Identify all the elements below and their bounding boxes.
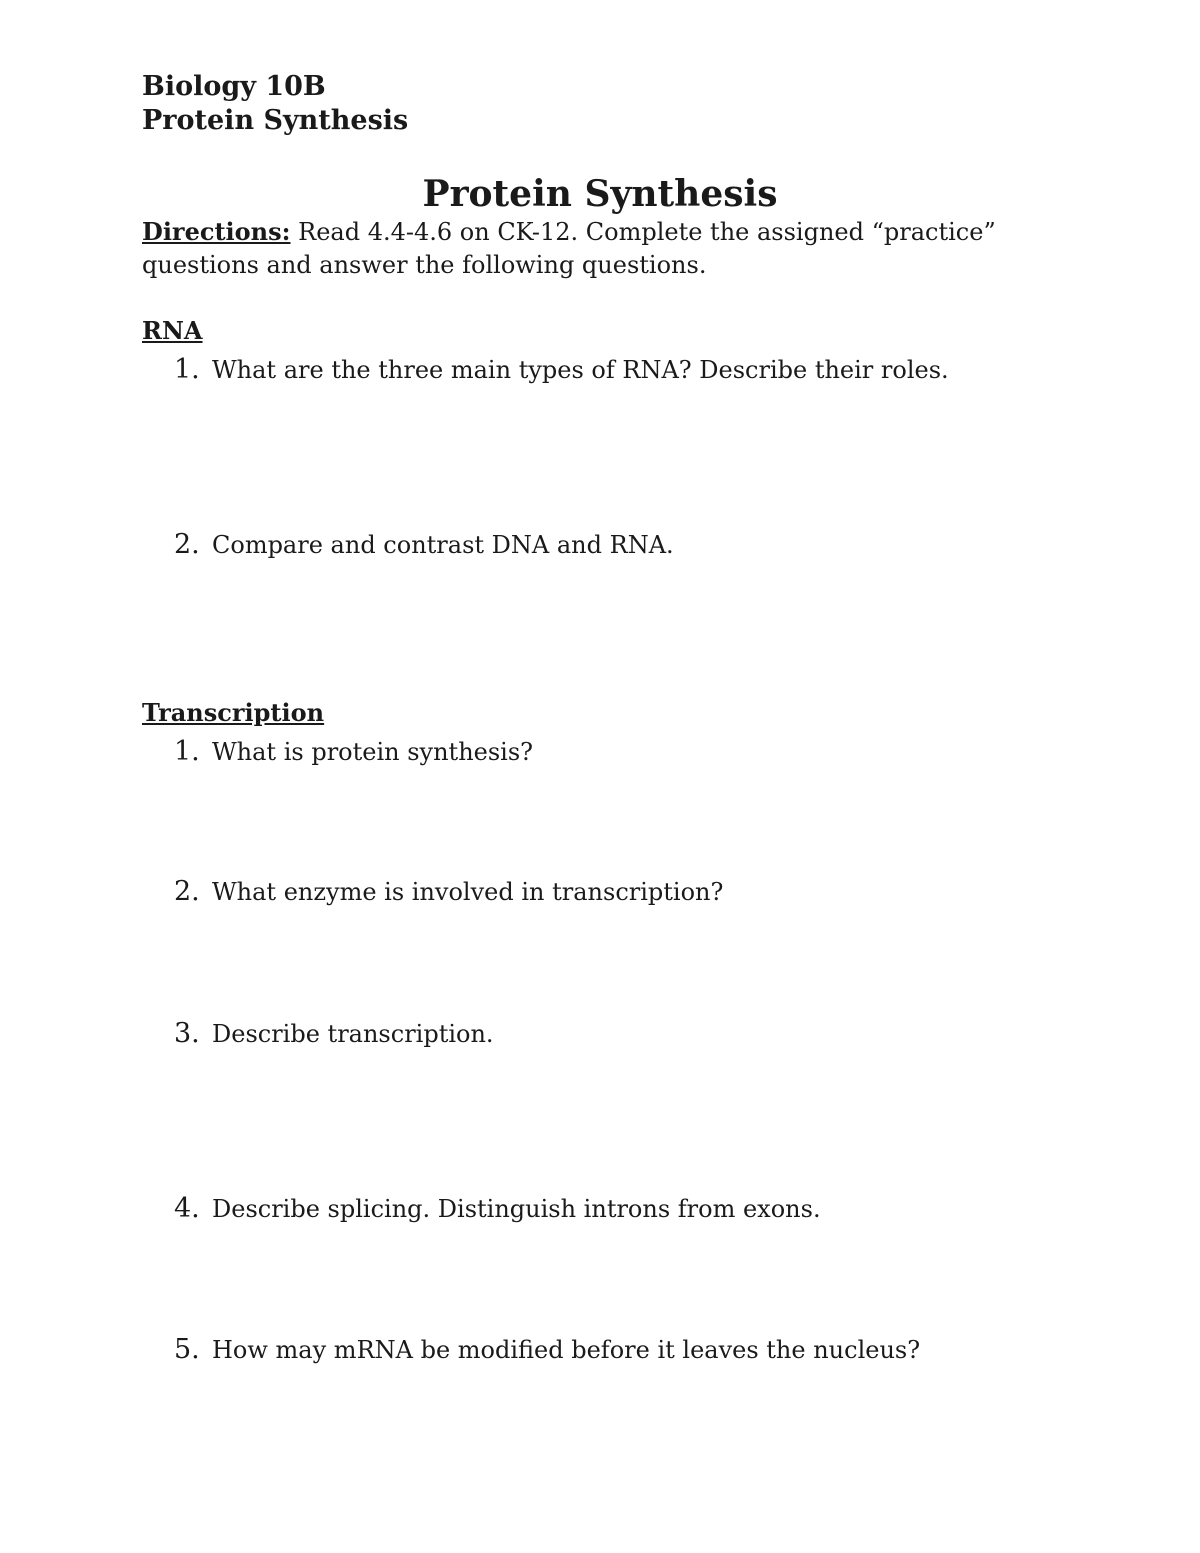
- question-text: What is protein synthesis?: [212, 738, 534, 766]
- page-title: Protein Synthesis: [422, 173, 778, 215]
- question-item: [174, 1019, 494, 1049]
- question-number: 2.: [174, 529, 200, 560]
- question-number: 1.: [174, 736, 200, 767]
- question-number: 1.: [174, 354, 200, 385]
- question-item: [174, 877, 723, 907]
- header-topic: Protein Synthesis: [142, 105, 409, 136]
- section-heading-transcription: Transcription: [142, 698, 325, 727]
- question-item: [174, 1335, 920, 1365]
- directions: [142, 215, 1002, 282]
- question-number: 2.: [174, 876, 200, 907]
- question-number: 3.: [174, 1018, 200, 1049]
- section-heading-rna: RNA: [142, 316, 203, 345]
- course-name: Biology 10B: [142, 71, 326, 102]
- question-text: What enzyme is involved in transcription?: [212, 878, 724, 906]
- question-text: Describe transcription.: [212, 1020, 494, 1048]
- question-text: Describe splicing. Distinguish introns from exons.: [212, 1195, 821, 1223]
- question-text: Compare and contrast DNA and RNA.: [212, 531, 674, 559]
- question-item: [174, 355, 949, 385]
- question-number: 4.: [174, 1193, 200, 1224]
- question-text: How may mRNA be modified before it leaves the nucleus?: [212, 1336, 921, 1364]
- question-item: [174, 737, 533, 767]
- question-item: [174, 1194, 821, 1224]
- document-header: [142, 70, 408, 138]
- question-item: [174, 530, 674, 560]
- directions-label: Directions:: [142, 217, 291, 246]
- question-text: What are the three main types of RNA? Describe their roles.: [212, 356, 949, 384]
- question-number: 5.: [174, 1334, 200, 1365]
- directions-text: Read 4.4-4.6 on CK-12. Complete the assigned “practice” questions and answer the following questions.: [142, 218, 996, 279]
